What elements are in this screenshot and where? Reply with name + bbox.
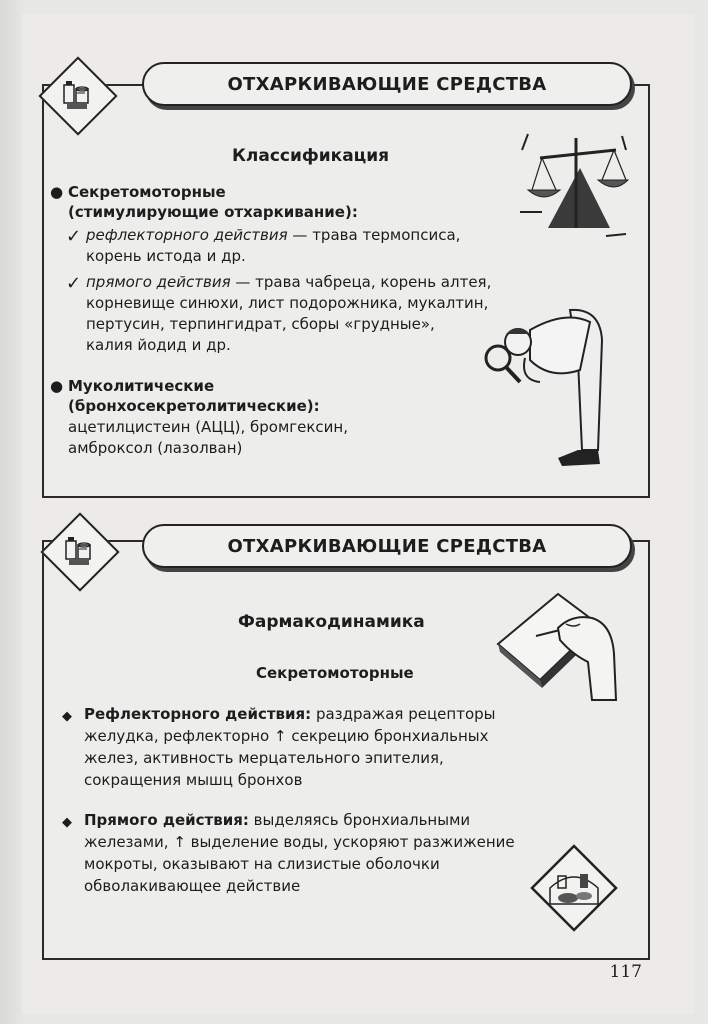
item-text-line: желез, активность мерцательного эпителия,: [84, 749, 444, 767]
list-item: [84, 810, 470, 831]
medicine-emblem-illustration: [528, 842, 620, 934]
group-title-subline: (стимулирующие отхаркивание):: [68, 203, 358, 221]
item-text-line: пертусин, терпингидрат, сборы «грудные»,: [86, 315, 435, 333]
list-bullet: ●: [50, 377, 64, 395]
man-with-magnifier-illustration: [470, 300, 620, 478]
item-text-line: корневище синюхи, лист подорожника, мукалтин,: [86, 294, 489, 312]
group-title-subline: (бронхосекретолитические):: [68, 397, 320, 415]
list-bullet: ◆: [62, 815, 72, 830]
item-label: Рефлекторного действия:: [84, 705, 312, 723]
list-item: [86, 225, 460, 246]
item-text-line: железами, ↑ выделение воды, ускоряют разжижение: [84, 833, 515, 851]
section-heading: Фармакодинамика: [238, 612, 425, 632]
section-title-banner: [142, 62, 632, 106]
list-item: [86, 272, 491, 293]
item-emphasis: прямого действия: [86, 273, 231, 291]
medicine-bottles-icon: [41, 513, 117, 589]
scales-illustration: [518, 128, 630, 246]
group-title: Муколитические: [68, 377, 215, 395]
item-label: Прямого действия:: [84, 811, 249, 829]
item-text: выделяясь бронхиальными: [248, 811, 471, 829]
group-title: Секретомоторные: [68, 183, 226, 201]
item-text-line: калия йодид и др.: [86, 336, 231, 354]
medicine-bottles-icon: [39, 57, 115, 133]
group-text-line: ацетилцистеин (АЦЦ), бромгексин,: [68, 418, 348, 436]
check-mark: ✓: [66, 226, 82, 247]
section-title-banner: [142, 524, 632, 568]
item-text-line: корень истода и др.: [86, 247, 246, 265]
writing-hand-illustration: [488, 584, 618, 704]
page-gutter: [0, 0, 24, 1024]
section-title: ОТХАРКИВАЮЩИЕ СРЕДСТВА: [227, 535, 547, 557]
item-text: — трава чабреца, корень алтея,: [230, 273, 492, 291]
item-text-line: обволакивающее действие: [84, 877, 301, 895]
item-text: — трава термопсиса,: [287, 226, 461, 244]
section-title: ОТХАРКИВАЮЩИЕ СРЕДСТВА: [227, 73, 547, 95]
list-bullet: ◆: [62, 709, 72, 724]
list-item: [84, 704, 496, 725]
list-bullet: ●: [50, 183, 64, 201]
group-text-line: амброксол (лазолван): [68, 439, 243, 457]
section-subheading: Секретомоторные: [256, 664, 414, 682]
item-text: раздражая рецепторы: [311, 705, 496, 723]
item-text-line: мокроты, оказывают на слизистые оболочки: [84, 855, 440, 873]
item-emphasis: рефлекторного действия: [86, 226, 288, 244]
item-text-line: сокращения мышц бронхов: [84, 771, 303, 789]
item-text-line: желудка, рефлекторно ↑ секрецию бронхиальных: [84, 727, 489, 745]
section-heading: Классификация: [232, 146, 390, 166]
page-number: 117: [609, 962, 642, 982]
check-mark: ✓: [66, 273, 82, 294]
